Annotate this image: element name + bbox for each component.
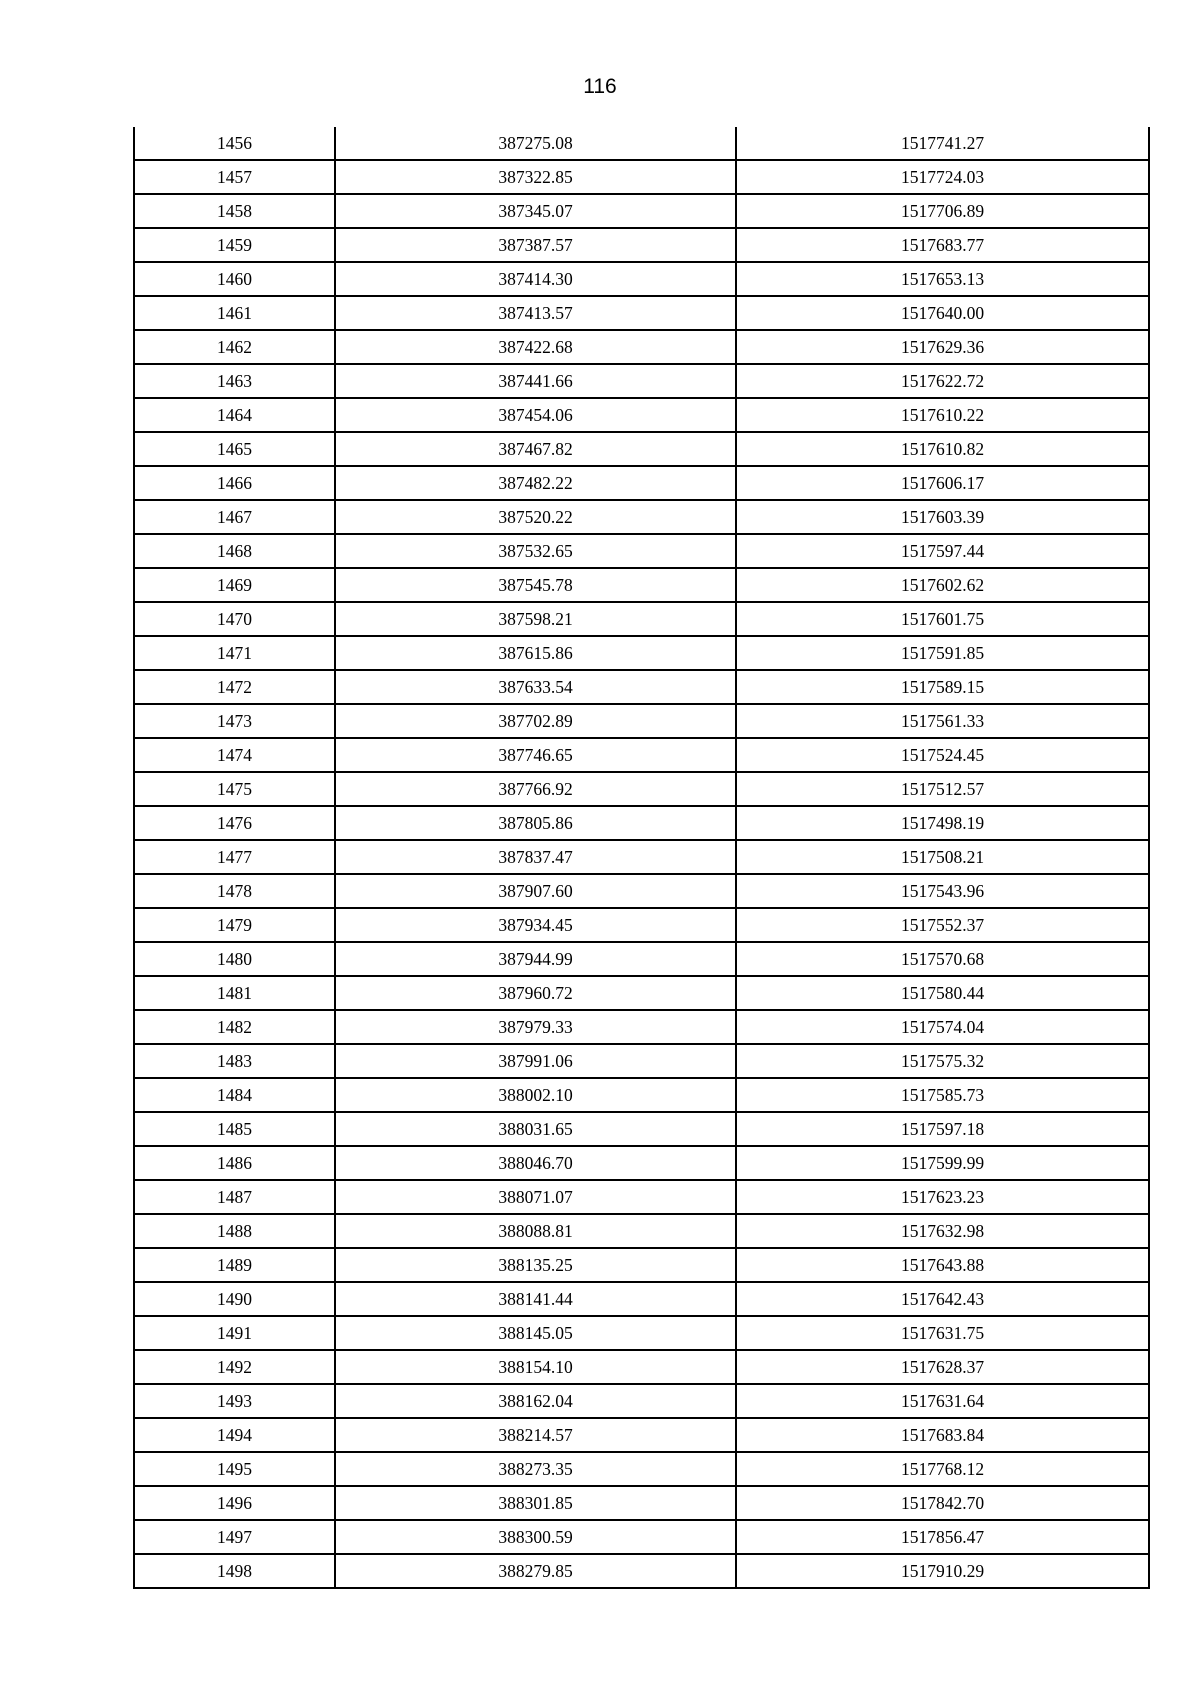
table-row (134, 636, 1149, 670)
y-coordinate-cell: 1517610.22 (736, 398, 1149, 432)
table-row (134, 1112, 1149, 1146)
y-coordinate-cell: 1517724.03 (736, 160, 1149, 194)
page-number: 116 (583, 75, 617, 98)
y-coordinate-cell: 1517628.37 (736, 1350, 1149, 1384)
point-number-cell: 1462 (134, 330, 335, 364)
x-coordinate-cell: 387413.57 (335, 296, 736, 330)
x-coordinate-cell: 388162.04 (335, 1384, 736, 1418)
x-coordinate-cell: 388135.25 (335, 1248, 736, 1282)
x-coordinate-cell: 388214.57 (335, 1418, 736, 1452)
point-number-cell: 1478 (134, 874, 335, 908)
x-coordinate-cell: 388071.07 (335, 1180, 736, 1214)
x-coordinate-cell: 387441.66 (335, 364, 736, 398)
point-number-cell: 1496 (134, 1486, 335, 1520)
x-coordinate-cell: 388088.81 (335, 1214, 736, 1248)
table-row (134, 330, 1149, 364)
y-coordinate-cell: 1517642.43 (736, 1282, 1149, 1316)
point-number-cell: 1495 (134, 1452, 335, 1486)
table-row (134, 398, 1149, 432)
point-number-cell: 1491 (134, 1316, 335, 1350)
x-coordinate-cell: 387615.86 (335, 636, 736, 670)
y-coordinate-cell: 1517910.29 (736, 1554, 1149, 1588)
table-row (134, 1520, 1149, 1554)
point-number-cell: 1486 (134, 1146, 335, 1180)
table-row (134, 1214, 1149, 1248)
x-coordinate-cell: 387766.92 (335, 772, 736, 806)
point-number-cell: 1460 (134, 262, 335, 296)
x-coordinate-cell: 388301.85 (335, 1486, 736, 1520)
x-coordinate-cell: 387702.89 (335, 704, 736, 738)
y-coordinate-cell: 1517512.57 (736, 772, 1149, 806)
x-coordinate-cell: 388279.85 (335, 1554, 736, 1588)
point-number-cell: 1479 (134, 908, 335, 942)
y-coordinate-cell: 1517842.70 (736, 1486, 1149, 1520)
point-number-cell: 1481 (134, 976, 335, 1010)
y-coordinate-cell: 1517575.32 (736, 1044, 1149, 1078)
x-coordinate-cell: 387837.47 (335, 840, 736, 874)
table-row (134, 194, 1149, 228)
y-coordinate-cell: 1517622.72 (736, 364, 1149, 398)
x-coordinate-cell: 387944.99 (335, 942, 736, 976)
x-coordinate-cell: 387532.65 (335, 534, 736, 568)
y-coordinate-cell: 1517623.23 (736, 1180, 1149, 1214)
table-row (134, 942, 1149, 976)
coordinates-table-container (133, 127, 1148, 1589)
point-number-cell: 1490 (134, 1282, 335, 1316)
y-coordinate-cell: 1517561.33 (736, 704, 1149, 738)
x-coordinate-cell: 387414.30 (335, 262, 736, 296)
x-coordinate-cell: 387991.06 (335, 1044, 736, 1078)
y-coordinate-cell: 1517570.68 (736, 942, 1149, 976)
point-number-cell: 1493 (134, 1384, 335, 1418)
x-coordinate-cell: 387482.22 (335, 466, 736, 500)
point-number-cell: 1470 (134, 602, 335, 636)
y-coordinate-cell: 1517585.73 (736, 1078, 1149, 1112)
y-coordinate-cell: 1517601.75 (736, 602, 1149, 636)
x-coordinate-cell: 388154.10 (335, 1350, 736, 1384)
x-coordinate-cell: 388031.65 (335, 1112, 736, 1146)
x-coordinate-cell: 387345.07 (335, 194, 736, 228)
y-coordinate-cell: 1517599.99 (736, 1146, 1149, 1180)
table-row (134, 976, 1149, 1010)
y-coordinate-cell: 1517589.15 (736, 670, 1149, 704)
table-row (134, 1554, 1149, 1588)
y-coordinate-cell: 1517631.64 (736, 1384, 1149, 1418)
point-number-cell: 1467 (134, 500, 335, 534)
point-number-cell: 1482 (134, 1010, 335, 1044)
point-number-cell: 1476 (134, 806, 335, 840)
x-coordinate-cell: 387633.54 (335, 670, 736, 704)
table-row (134, 568, 1149, 602)
y-coordinate-cell: 1517610.82 (736, 432, 1149, 466)
table-row (134, 1350, 1149, 1384)
table-row (134, 1418, 1149, 1452)
point-number-cell: 1480 (134, 942, 335, 976)
point-number-cell: 1483 (134, 1044, 335, 1078)
x-coordinate-cell: 387387.57 (335, 228, 736, 262)
x-coordinate-cell: 387422.68 (335, 330, 736, 364)
table-row (134, 670, 1149, 704)
table-row (134, 364, 1149, 398)
y-coordinate-cell: 1517632.98 (736, 1214, 1149, 1248)
table-row (134, 1146, 1149, 1180)
y-coordinate-cell: 1517580.44 (736, 976, 1149, 1010)
x-coordinate-cell: 387322.85 (335, 160, 736, 194)
point-number-cell: 1456 (134, 127, 335, 160)
x-coordinate-cell: 388141.44 (335, 1282, 736, 1316)
y-coordinate-cell: 1517706.89 (736, 194, 1149, 228)
table-row (134, 772, 1149, 806)
table-row (134, 840, 1149, 874)
table-row (134, 1180, 1149, 1214)
point-number-cell: 1474 (134, 738, 335, 772)
x-coordinate-cell: 388002.10 (335, 1078, 736, 1112)
table-row (134, 1486, 1149, 1520)
table-row (134, 500, 1149, 534)
y-coordinate-cell: 1517597.44 (736, 534, 1149, 568)
table-row (134, 296, 1149, 330)
y-coordinate-cell: 1517603.39 (736, 500, 1149, 534)
table-row (134, 704, 1149, 738)
x-coordinate-cell: 387454.06 (335, 398, 736, 432)
point-number-cell: 1471 (134, 636, 335, 670)
y-coordinate-cell: 1517741.27 (736, 127, 1149, 160)
point-number-cell: 1463 (134, 364, 335, 398)
point-number-cell: 1492 (134, 1350, 335, 1384)
point-number-cell: 1466 (134, 466, 335, 500)
x-coordinate-cell: 387746.65 (335, 738, 736, 772)
point-number-cell: 1465 (134, 432, 335, 466)
y-coordinate-cell: 1517683.77 (736, 228, 1149, 262)
y-coordinate-cell: 1517643.88 (736, 1248, 1149, 1282)
y-coordinate-cell: 1517606.17 (736, 466, 1149, 500)
x-coordinate-cell: 387907.60 (335, 874, 736, 908)
x-coordinate-cell: 387960.72 (335, 976, 736, 1010)
y-coordinate-cell: 1517524.45 (736, 738, 1149, 772)
y-coordinate-cell: 1517574.04 (736, 1010, 1149, 1044)
y-coordinate-cell: 1517640.00 (736, 296, 1149, 330)
point-number-cell: 1497 (134, 1520, 335, 1554)
table-row (134, 534, 1149, 568)
table-row (134, 738, 1149, 772)
y-coordinate-cell: 1517498.19 (736, 806, 1149, 840)
x-coordinate-cell: 387598.21 (335, 602, 736, 636)
table-row (134, 1452, 1149, 1486)
point-number-cell: 1458 (134, 194, 335, 228)
table-row (134, 1316, 1149, 1350)
x-coordinate-cell: 387979.33 (335, 1010, 736, 1044)
y-coordinate-cell: 1517552.37 (736, 908, 1149, 942)
point-number-cell: 1457 (134, 160, 335, 194)
table-row (134, 1044, 1149, 1078)
coordinates-table (133, 127, 1150, 1589)
x-coordinate-cell: 388046.70 (335, 1146, 736, 1180)
point-number-cell: 1498 (134, 1554, 335, 1588)
table-row (134, 1078, 1149, 1112)
x-coordinate-cell: 387545.78 (335, 568, 736, 602)
y-coordinate-cell: 1517683.84 (736, 1418, 1149, 1452)
table-row (134, 908, 1149, 942)
point-number-cell: 1472 (134, 670, 335, 704)
y-coordinate-cell: 1517856.47 (736, 1520, 1149, 1554)
y-coordinate-cell: 1517508.21 (736, 840, 1149, 874)
x-coordinate-cell: 388273.35 (335, 1452, 736, 1486)
x-coordinate-cell: 387520.22 (335, 500, 736, 534)
table-row (134, 1282, 1149, 1316)
x-coordinate-cell: 388300.59 (335, 1520, 736, 1554)
point-number-cell: 1468 (134, 534, 335, 568)
table-row (134, 228, 1149, 262)
table-row (134, 1248, 1149, 1282)
x-coordinate-cell: 387805.86 (335, 806, 736, 840)
point-number-cell: 1464 (134, 398, 335, 432)
y-coordinate-cell: 1517543.96 (736, 874, 1149, 908)
y-coordinate-cell: 1517602.62 (736, 568, 1149, 602)
table-row (134, 602, 1149, 636)
table-row (134, 160, 1149, 194)
y-coordinate-cell: 1517597.18 (736, 1112, 1149, 1146)
table-row (134, 1010, 1149, 1044)
y-coordinate-cell: 1517629.36 (736, 330, 1149, 364)
table-row (134, 127, 1149, 160)
table-row (134, 874, 1149, 908)
x-coordinate-cell: 387467.82 (335, 432, 736, 466)
table-row (134, 262, 1149, 296)
point-number-cell: 1487 (134, 1180, 335, 1214)
point-number-cell: 1459 (134, 228, 335, 262)
y-coordinate-cell: 1517768.12 (736, 1452, 1149, 1486)
point-number-cell: 1488 (134, 1214, 335, 1248)
table-row (134, 466, 1149, 500)
point-number-cell: 1469 (134, 568, 335, 602)
point-number-cell: 1494 (134, 1418, 335, 1452)
point-number-cell: 1489 (134, 1248, 335, 1282)
y-coordinate-cell: 1517631.75 (736, 1316, 1149, 1350)
table-row (134, 1384, 1149, 1418)
point-number-cell: 1461 (134, 296, 335, 330)
coordinates-table-body (134, 127, 1149, 1588)
x-coordinate-cell: 387275.08 (335, 127, 736, 160)
point-number-cell: 1473 (134, 704, 335, 738)
table-row (134, 432, 1149, 466)
y-coordinate-cell: 1517591.85 (736, 636, 1149, 670)
x-coordinate-cell: 388145.05 (335, 1316, 736, 1350)
point-number-cell: 1477 (134, 840, 335, 874)
point-number-cell: 1484 (134, 1078, 335, 1112)
table-row (134, 806, 1149, 840)
y-coordinate-cell: 1517653.13 (736, 262, 1149, 296)
point-number-cell: 1475 (134, 772, 335, 806)
x-coordinate-cell: 387934.45 (335, 908, 736, 942)
point-number-cell: 1485 (134, 1112, 335, 1146)
